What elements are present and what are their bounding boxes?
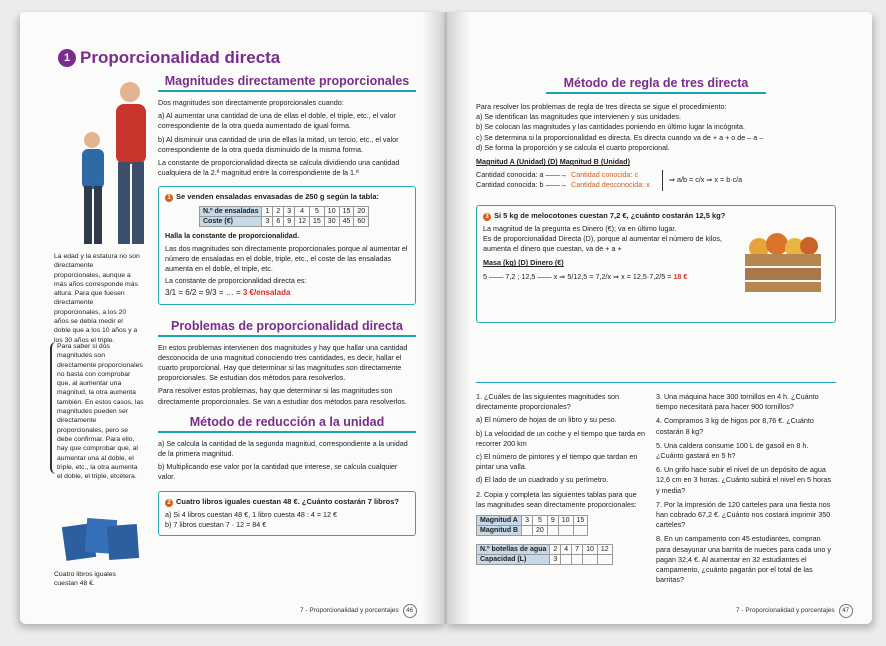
side-note-books: Cuatro libros iguales cuestan 48 €. <box>54 571 116 588</box>
books-image <box>60 507 150 567</box>
right-footer: 7 - Proporcionalidad y porcentajes 47 <box>736 604 853 618</box>
text-intro: Dos magnitudes son directamente proporcionales cuando: <box>158 98 344 107</box>
heading-regla-tres: Método de regla de tres directa <box>546 76 766 94</box>
text-a: a) Al aumentar una cantidad de una de ellas el doble, el triple, etc., el valor correspondiente de la otra queda aumentado de igual forma. <box>158 111 396 131</box>
side-note-proportional: Para saber si dos magnitudes son directamente proporcionales no basta con comprobar que, al aumentar una magnitud, la otra aumenta también. En estos casos, las magnitudes pueden ser directamente proporcionales, pero se debe confirmar. Para ello, hay que comprobar que, al aumentar una al doble, el triple, etc., la otra aumenta el doble, el triple, etcétera. <box>50 342 144 474</box>
peach-crate-image <box>737 224 827 294</box>
father-son-image <box>62 74 162 250</box>
exercises-left: 1. ¿Cuáles de las siguientes magnitudes son directamente proporcionales? a) El número de hojas de un libro y su peso. b) La velocidad de un coche y el tiempo que tarda en recorrer 200 km c) El número de pintores y el tiempo que tardan en pintar una valla. d) El lado de un cuadrado y su perímetro. 2. Copia y completa las siguientes tablas para que las magnitudes sean directamente proporcionales: Magnitud A 3 5 9 10 15 Magnitud B 20 N.º botellas de agua 2 4 7 10 12 Capacidad (L) 3 <box>476 392 646 564</box>
peach-formula: 5 —— 7,2 ; 12,5 —— x ⇒ 5/12,5 = 7,2/x ⇒ x = 12,5·7,2/5 = 18 € <box>483 272 688 282</box>
text-constant: La constante de proporcionalidad directa se calcula dividiendo una cantidad cualquiera de la 2.ª magnitud entre la correspondiente de la 1.ª <box>158 158 400 178</box>
table-botellas: N.º botellas de agua 2 4 7 10 12 Capacidad (L) 3 <box>476 544 613 565</box>
heading-magnitudes: Magnitudes directamente proporcionales <box>158 74 416 92</box>
left-footer: 7 - Proporcionalidad y porcentajes 46 <box>300 604 417 618</box>
chapter-title: 1 Proporcionalidad directa <box>58 48 280 68</box>
section-regla-tres: Método de regla de tres directa Para resolver los problemas de regla de tres directa se sigue el procedimiento: a) Se identifican las magnitudes que intervienen y sus unidades. b) Se colocan las magnitudes y las cantidades poniendo en último lugar la incógnita. c) Se determina si la proporcionalidad es directa. Es directa cuando va de + a + o de – a – d) Se forma la proporción y se calcula el cuarto proporcional. Magnitud A (Unidad) (D) Magnitud B (Unidad) Cantidad conocida: a ——→ Cantidad conocida: b ——→ Cantidad conocida: c Cantidad desconocida: x ⇒ a/b = c/x ⇒ x = b·c/a 3 Si 5 kg de melocotones cuestan 7,2 €, ¿cuánto costarán 12,5 kg? La magnitud de la pregunta es Dinero (€); va en último lugar. Es de proporcionalidad Directa (D), porque al aumentar el número de kilos, aumenta el dinero que cuestan, va de + a + Masa (kg) (D) Dinero (€) 5 —— 7,2 ; 12,5 —— x ⇒ 5/12,5 = 7,2/x ⇒ x = 12,5·7,2/5 = 18 € <box>476 76 836 323</box>
heading-problemas: Problemas de proporcionalidad directa <box>158 319 416 337</box>
constant-formula: 3/1 = 6/2 = 9/3 = … = 3 €/ensalada <box>165 288 291 298</box>
exercises-divider <box>476 382 836 383</box>
left-page <box>20 12 446 624</box>
example-libros: 2 Cuatro libros iguales cuestan 48 €. ¿Cuánto costarán 7 libros? a) Si 4 libros cuestan 48 €, 1 libro cuesta 48 : 4 = 12 € b) 7 libros cuestan 7 · 12 = 84 € <box>158 491 416 536</box>
rule-scheme: Cantidad conocida: a ——→ Cantidad conocida: b ——→ Cantidad conocida: c Cantidad desconocida: x ⇒ a/b = c/x ⇒ x = b·c/a <box>476 170 743 190</box>
section-number: 1 <box>58 49 76 67</box>
right-page <box>446 12 872 624</box>
table-magnitudes: Magnitud A 3 5 9 10 15 Magnitud B 20 <box>476 515 588 536</box>
heading-reduccion: Método de reducción a la unidad <box>158 415 416 433</box>
text-b: b) Al disminuir una cantidad de una de ellas la mitad, un tercio, etc., el valor correspondiente de la otra queda disminuido de la misma forma. <box>158 134 399 154</box>
section-directas: Magnitudes directamente proporcionales Dos magnitudes son directamente proporcionales cuando: a) Al aumentar una cantidad de una de ellas el doble, el triple, etc., el valor correspondiente de la otra queda aumentado de igual forma. b) Al disminuir una cantidad de una de ellas la mitad, un tercio, etc., el valor correspondiente de la otra queda disminuido de la misma forma. La constante de proporcionalidad directa se calcula dividiendo una cantidad cualquiera de la 2.ª magnitud entre la correspondiente de la 1.ª 1 Se venden ensaladas envasadas de 250 g según la tabla: N.º de ensaladas 1 2 3 4 5 10 15 20 Coste (€) 3 6 9 12 15 30 45 60 Halla la constante de proporcionalidad. Las dos magnitudes son directamente proporcionales porque al aumentar el número de ensaladas en el doble, triple, etc., el coste de las ensaladas aumenta en el doble, el triple, etc. La constante de proporcionalidad directa es: 3/1 = 6/2 = 9/3 = … = 3 €/ensalada Problemas de proporcionalidad directa En estos problemas intervienen dos magnitudes y hay que hallar una cantidad desconocida de una magnitud conociendo tres cantidades, es decir, hallar el cuarto proporcional. Hay que determinar si las magnitudes son directamente proporcionales. Se estudian dos métodos para resolverlos. Para resolver estos problemas, hay que determinar si las magnitudes son directamente proporcionales. Se van a estudiar dos métodos para resolverlos. Método de reducción a la unidad a) Se calcula la cantidad de la segunda magnitud, correspondiente a la unidad de la primera magnitud. b) Multiplicando ese valor por la cantidad que interese, se calcula cualquier valor. 2 Cuatro libros iguales cuestan 48 €. ¿Cuánto costarán 7 libros? a) Si 4 libros cuestan 48 €, 1 libro cuesta 48 : 4 = 12 € b) 7 libros cuestan 7 · 12 = 84 € <box>158 74 416 536</box>
side-note-age: La edad y la estatura no son directamente proporcionales, aunque a más años corresponde más altura. Para que fuesen directamente proporcionales, a los 20 años se debía medir el doble que a los 10 años y a los 30 años el triple. <box>54 253 140 344</box>
exercises-right: 3. Una máquina hace 300 tornillos en 4 h. ¿Cuánto tiempo necesitará para hacer 900 tornillos? 4. Compramos 3 kg de higos por 8,76 €. ¿Cuánto costarán 8 kg? 5. Una caldera consume 100 L de gasoil en 8 h. ¿Cuánto gastará en 5 h? 6. Un grifo hace subir el nivel de un depósito de agua 12,6 cm en 3 horas. ¿Cuánto subirá el nivel en 5 horas y media? 7. Por la impresión de 120 carteles para una fiesta nos han cobrado 67,2 €. ¿Cuánto nos costará imprimir 350 carteles? 8. En un campamento con 45 estudiantes, compran para desayunar una barrita de nueces para cada uno y pagan 32,4 €. Al aumentar en 32 estudiantes el campamento, ¿cuánto pagarán por el total de las barritas? <box>656 392 832 585</box>
example-melocotones: 3 Si 5 kg de melocotones cuestan 7,2 €, ¿cuánto costarán 12,5 kg? La magnitud de la pregunta es Dinero (€); va en último lugar. Es de proporcionalidad Directa (D), porque al aumentar el número de kilos, aumenta el dinero que cuestan, va de + a + Masa (kg) (D) Dinero (€) 5 —— 7,2 ; 12,5 —— x ⇒ 5/12,5 = 7,2/x ⇒ x = 12,5·7,2/5 = 18 € <box>476 205 836 323</box>
ensaladas-table: N.º de ensaladas 1 2 3 4 5 10 15 20 Coste (€) 3 6 9 12 15 30 45 60 <box>199 206 369 227</box>
example-ensaladas: 1 Se venden ensaladas envasadas de 250 g según la tabla: N.º de ensaladas 1 2 3 4 5 10 15 20 Coste (€) 3 6 9 12 15 30 45 60 Halla la constante de proporcionalidad. Las dos magnitudes son directamente proporcionales porque al aumentar el número de ensaladas en el doble, triple, etc., el coste de las ensaladas aumenta en el doble, el triple, etc. La constante de proporcionalidad directa es: 3/1 = 6/2 = 9/3 = … = 3 €/ensalada <box>158 186 416 304</box>
open-book <box>20 12 872 636</box>
